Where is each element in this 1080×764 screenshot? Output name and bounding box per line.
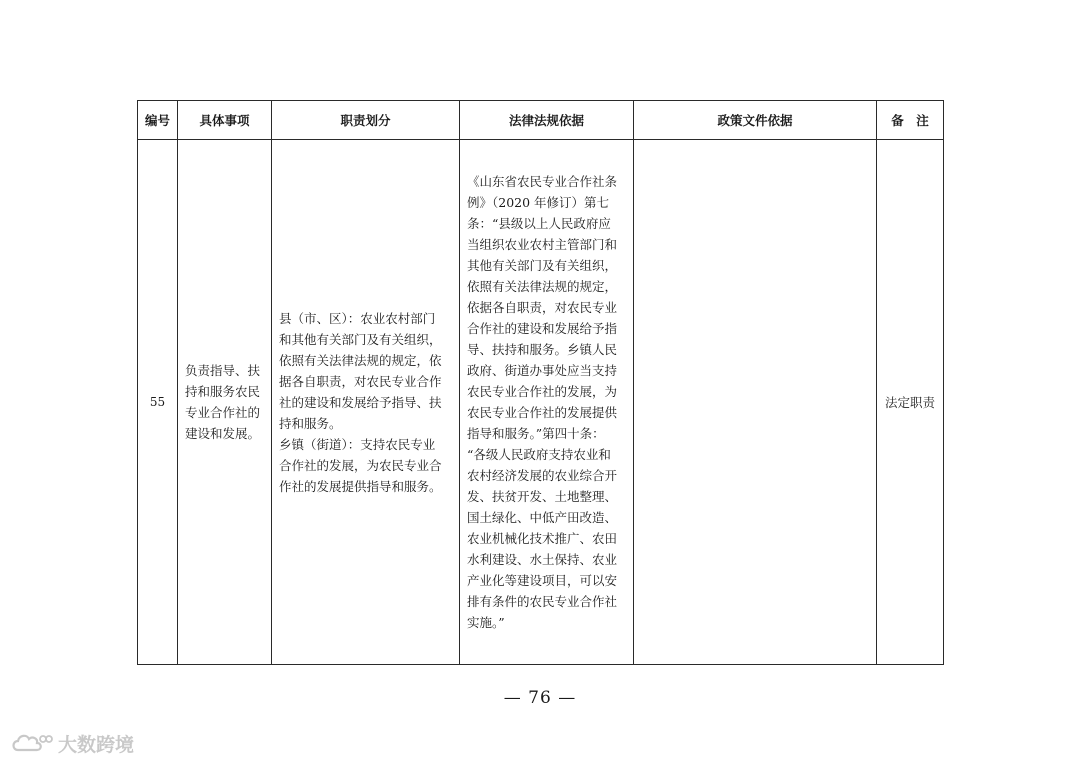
row-duty-cell [272, 140, 460, 665]
row-law-cell [460, 140, 634, 665]
row-law: 《山东省农民专业合作社条 例》（2020 年修订）第七 条：“县级以上人民政府应 当组织农业农村主管部门和 其他有关部门及有关组织， 依照有关法律法规的规定， 依据各自职责，对农民专业 合作社的建设和发展给予指 导、扶持和服务。乡镇人民 政府、街道办事处应当支持 农民专业合作社的发展，为 农民专业合作社的发展提供 指导和服务。”第四十条： “各级人民政府支持农业和 农村经济发展的农业综合开 发、扶贫开发、土地整理、 国土绿化、中低产田改造、 农业机械化技术推广、农田 水利建设、水土保持、农业 产业化等建设项目，可以安 排有条件的农民专业合作社 实施。” [467, 174, 618, 630]
row-duty: 县（市、区）：农业农村部门 和其他有关部门及有关组织， 依照有关法律法规的规定，依 据各自职责，对农民专业合作 社的建设和发展给予指导、扶 持和服务。 乡镇（街道）：支持农民专业 合作社的发展，为农民专业合 作社的发展提供指导和服务。 [279, 310, 442, 494]
watermark [10, 728, 134, 758]
header-legal-basis: 法律法规依据 [460, 101, 634, 140]
row-item-cell [178, 140, 272, 665]
header-item: 具体事项 [178, 101, 272, 140]
row-number: 55 [138, 140, 178, 665]
row-remark: 法定职责 [877, 140, 944, 665]
row-item: 负责指导、扶 持和服务农民 专业合作社的 建设和发展。 [185, 363, 261, 441]
header-policy-basis: 政策文件依据 [634, 101, 877, 140]
row-policy-cell [634, 140, 877, 665]
duty-table [137, 100, 944, 665]
page-number: — 76 — [503, 688, 577, 708]
header-number: 编号 [138, 101, 178, 140]
table-row [138, 140, 944, 665]
cloud-logo-icon [10, 730, 54, 756]
header-duty-division: 职责划分 [272, 101, 460, 140]
watermark-text: 大数跨境 [58, 733, 135, 756]
header-remark: 备 注 [877, 101, 944, 140]
table-header-row [138, 101, 944, 140]
